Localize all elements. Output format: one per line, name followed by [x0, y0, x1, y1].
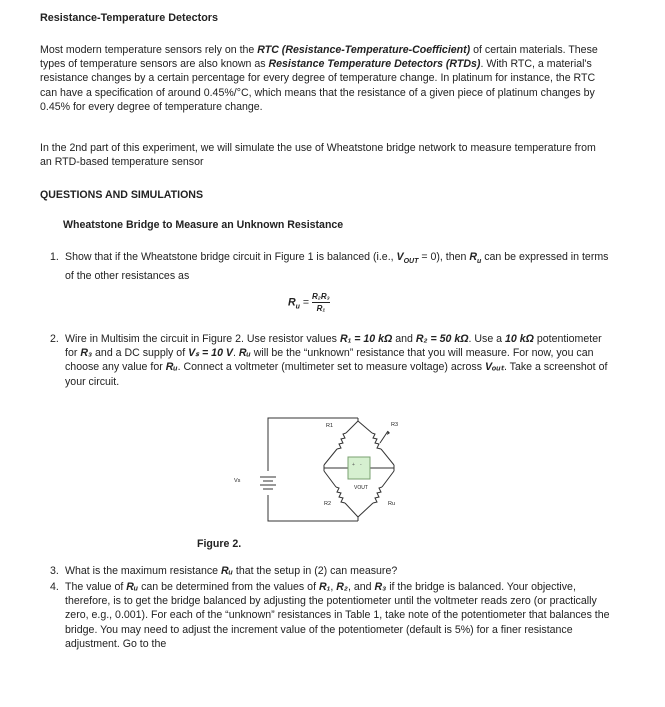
r2-lead-2 — [345, 503, 358, 517]
pot-arrow-line — [380, 431, 388, 443]
label-ru: Ru — [388, 501, 396, 507]
top-wire — [268, 418, 358, 471]
rtd-term: Resistance Temperature Detectors (RTDs) — [268, 58, 481, 71]
intro-paragraph-1: Most modern temperature sensors rely on the RTC (Resistance-Temperature-Coefficient) of certain materials. These types of temperature sensors are also known as Resistance Temperature Detectors (RTDs). With RTC, a material's resistance changes by a certain percentage for every degree of temperature change. In platinum for instance, the RTC can have a specification of around 0.45%/°C, which means that the resistance of a given piece of platinum changes by 0.45% for every degree of temperature change. — [40, 44, 598, 113]
r2-lead — [324, 471, 336, 487]
voltmeter-minus: - — [360, 462, 362, 468]
subsection-heading: Wheatstone Bridge to Measure an Unknown Resistance — [63, 219, 344, 231]
page-title: Resistance-Temperature Detectors — [40, 12, 219, 24]
formula-fraction — [312, 292, 330, 313]
rtc-term: RTC (Resistance-Temperature-Coefficient) — [257, 44, 471, 56]
label-r3: R3 — [391, 422, 399, 428]
label-r1: R1 — [326, 423, 334, 429]
section-heading: QUESTIONS AND SIMULATIONS — [40, 189, 204, 201]
r3-resistor — [372, 433, 381, 449]
question-number: 2. — [50, 333, 59, 345]
question-4 — [50, 580, 610, 651]
formula-denominator: R₁ — [316, 304, 326, 313]
figure-caption: Figure 2. — [197, 538, 242, 550]
fraction-bar — [312, 302, 330, 303]
question-3-text: What is the maximum resistance Rᵤ that the setup in (2) can measure? — [65, 565, 398, 577]
r1-lead — [346, 421, 358, 433]
question-1-text: Show that if the Wheatstone bridge circuit in Figure 1 is balanced (i.e., $V_{OUT} = 0$), then $R_u$ can be expressed in terms of the other resistances as — [65, 251, 609, 283]
question-number: 4. — [50, 581, 59, 593]
question-4-text: The value of Rᵤ can be determined from the values of R₁, R₂, and R₃ if the bridge is balanced. Your objective, therefore, is to get the bridge balanced by adjusting the potentiometer until the voltmeter reads zero (or practically zero, e.g., 0.001). For each of the “unknown” resistances in Table 1, take note of the potentiometer that balances the bridge. You may need to adjust the increment value of the potentiometer (default is 5%) for a finer resistance adjustment. Go to the — [65, 581, 610, 650]
r1-lead-2 — [324, 449, 337, 465]
formula: $R_u$ = $\frac{\text{R₂R₃}}{\text{R₁}}$ — [288, 292, 330, 313]
r3-lead-2 — [381, 449, 394, 465]
r3-lead — [358, 421, 372, 433]
question-2 — [50, 332, 610, 389]
label-vout: VOUT — [354, 485, 368, 491]
r2-resistor — [336, 487, 345, 503]
ru-lead — [382, 471, 394, 487]
question-1 — [50, 250, 610, 284]
voltmeter-plus: + — [352, 462, 355, 468]
question-number: 1. — [50, 251, 59, 263]
voltmeter-box — [348, 457, 370, 479]
intro-paragraph-2: In the 2nd part of this experiment, we will simulate the use of Wheatstone bridge network to measure temperature from an RTD-based temperature sensor — [40, 142, 596, 169]
question-number: 3. — [50, 565, 59, 577]
r1-resistor — [337, 433, 346, 449]
bottom-wire — [268, 495, 358, 521]
ru-resistor — [373, 487, 382, 503]
label-vs: Vs — [234, 478, 241, 484]
ru-lead-2 — [358, 503, 373, 517]
question-3 — [50, 564, 610, 578]
label-r2: R2 — [324, 501, 332, 507]
wheatstone-circuit-diagram — [228, 413, 438, 528]
formula-numerator: R₂R₃ — [312, 292, 330, 301]
question-2-text: Wire in Multisim the circuit in Figure 2. Use resistor values R₁ = 10 kΩ and R₂ = 50 kΩ. Use a 10 kΩ potentiometer for R₃ and a DC supply of Vₛ = 10 V. Rᵤ will be the “unknown” resistance that you will measure. For now, you can choose any value for Rᵤ. Connect a voltmeter (multimeter set to measure voltage) across Vₒᵤₜ. Take a screenshot of your circuit. — [65, 333, 608, 388]
